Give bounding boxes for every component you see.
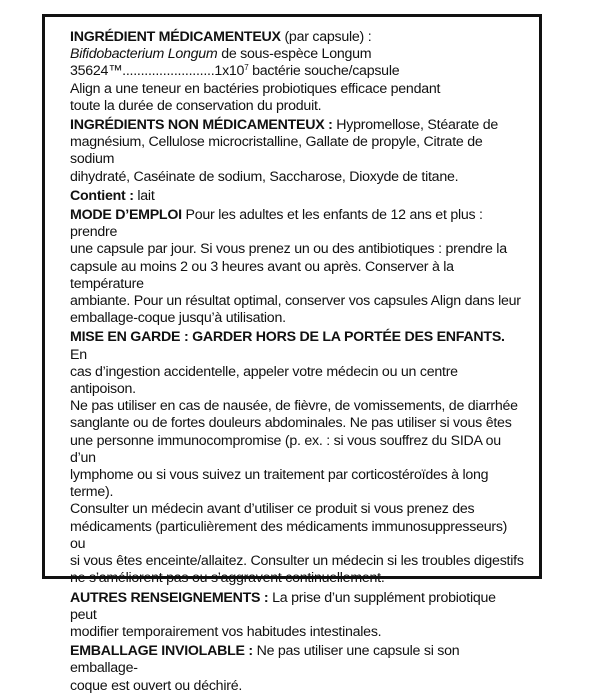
warning-line-5: une personne immunocompromise (p. ex. : si vous souffrez du SIDA ou d’un <box>70 432 501 466</box>
tamper-heading: EMBALLAGE INVIOLABLE : <box>70 643 253 660</box>
tamper-text-1: Ne pas utiliser une capsule si son emballage- <box>70 643 460 677</box>
product-label-panel <box>42 14 542 694</box>
non-medicinal-heading: INGRÉDIENTS NON MÉDICAMENTEUX : <box>70 117 333 134</box>
directions-line-2: une capsule par jour. Si vous prenez un ou des antibiotiques : prendre la <box>70 241 507 258</box>
other-info-section <box>70 590 525 642</box>
non-medicinal-line-2: magnésium, Cellulose microcristalline, Gallate de propyle, Citrate de sodium <box>70 134 483 168</box>
medicinal-ingredient-section <box>70 29 525 115</box>
warning-line-4: sanglante ou de fortes douleurs abdominales. Ne pas utiliser si vous êtes <box>70 415 512 432</box>
other-info-line-2: modifier temporairement vos habitudes intestinales. <box>70 623 382 640</box>
warning-section <box>70 329 525 587</box>
warning-line-1 <box>70 329 525 363</box>
warning-line-8: médicaments (particulièrement des médicaments immunosuppresseurs) ou <box>70 518 508 552</box>
dose-unit: bactérie souche/capsule <box>248 63 400 80</box>
contains-value: lait <box>133 187 155 204</box>
contains-line <box>70 188 525 205</box>
dose-exponent: 7 <box>244 63 249 73</box>
directions-section <box>70 207 525 327</box>
directions-line-4: ambiante. Pour un résultat optimal, conserver vos capsules Align dans leur <box>70 293 521 310</box>
tamper-line-1 <box>70 643 525 677</box>
potency-line-2: toute la durée de conservation du produit. <box>70 97 322 114</box>
warning-line-6: lymphome ou si vous suivez un traitement par corticostéroïdes à long terme). <box>70 467 489 501</box>
contains-section <box>70 188 525 205</box>
warning-line-9: si vous êtes enceinte/allaitez. Consulter un médecin si les troubles digestifs <box>70 553 524 570</box>
contains-label: Contient : <box>70 187 134 204</box>
strain-subspecies: de sous-espèce Longum <box>217 46 372 63</box>
non-medicinal-section <box>70 117 525 186</box>
warning-text-1: En <box>70 346 87 363</box>
directions-line-3: capsule au moins 2 ou 3 heures avant ou après. Conserver à la température <box>70 258 454 292</box>
other-info-text-1: La prise d’un supplément probiotique peut <box>70 589 496 623</box>
potency-line-1: Align a une teneur en bactéries probiotiques efficace pendant <box>70 80 441 97</box>
per-capsule-text: (par capsule) : <box>280 29 372 45</box>
medicinal-heading-line <box>70 29 525 46</box>
warning-heading: MISE EN GARDE : GARDER HORS DE LA PORTÉE DES ENFANTS. <box>70 329 505 346</box>
tamper-section <box>70 643 525 695</box>
other-info-heading: AUTRES RENSEIGNEMENTS : <box>70 589 269 606</box>
warning-line-7: Consulter un médecin avant d’utiliser ce produit si vous prenez des <box>70 501 475 518</box>
medicinal-heading: INGRÉDIENT MÉDICAMENTEUX <box>70 29 281 45</box>
directions-line-5: emballage-coque jusqu’à utilisation. <box>70 310 286 327</box>
directions-line-1 <box>70 207 525 241</box>
strain-name-line <box>70 46 525 63</box>
non-medicinal-line-1 <box>70 117 525 134</box>
strain-code: 35624™.........................1x10 <box>70 63 245 80</box>
non-medicinal-text-1: Hypromellose, Stéarate de <box>332 117 499 134</box>
warning-line-3: Ne pas utiliser en cas de nausée, de fièvre, de vomissements, de diarrhée <box>70 398 518 415</box>
strain-species: Bifidobacterium Longum <box>70 46 218 63</box>
warning-line-2: cas d’ingestion accidentelle, appeler votre médecin ou un centre antipoison. <box>70 363 458 398</box>
non-medicinal-line-3: dihydraté, Caséinate de sodium, Saccharose, Dioxyde de titane. <box>70 168 459 185</box>
strain-dose-line <box>70 63 525 80</box>
tamper-line-2: coque est ouvert ou déchiré. <box>70 677 243 694</box>
directions-heading: MODE D’EMPLOI <box>70 207 182 224</box>
other-info-line-1 <box>70 590 525 624</box>
directions-text-1: Pour les adultes et les enfants de 12 ans et plus : prendre <box>70 207 483 241</box>
warning-line-10: ne s’améliorent pas ou s’aggravent continuellement. <box>70 570 385 587</box>
